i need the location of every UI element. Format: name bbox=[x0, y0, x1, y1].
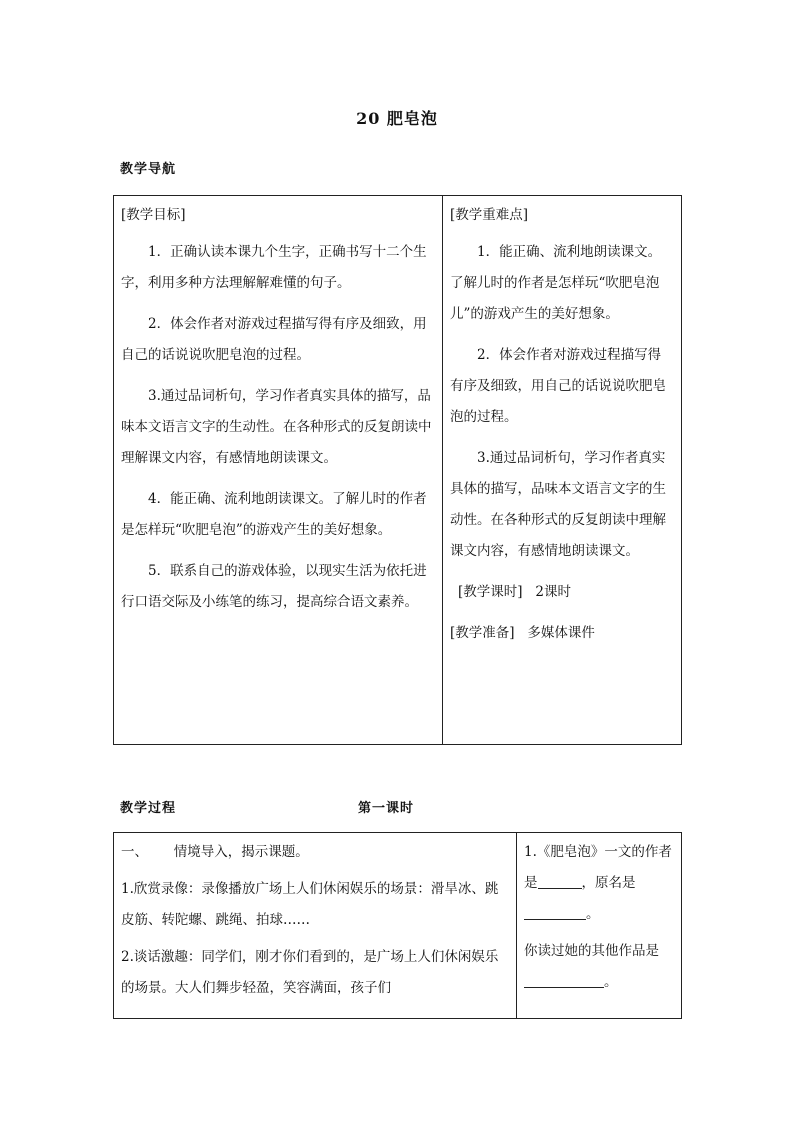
document-title: 20 肥皂泡 bbox=[356, 109, 438, 128]
teaching-process-table bbox=[113, 832, 682, 1019]
side-note-cell bbox=[517, 833, 682, 1019]
process-paragraph: 2.谈话激趣：同学们，刚才你们看到的，是广场上人们休闲娱乐的场景。大人们舞步轻盈，笑容满面，孩子们 bbox=[121, 949, 499, 996]
side-question-2: 你读过她的其他作品是。 bbox=[524, 943, 659, 990]
answer-blank[interactable] bbox=[524, 974, 604, 989]
class-hours-label: [教学课时] bbox=[458, 584, 523, 600]
teaching-prep bbox=[450, 618, 674, 649]
step-heading bbox=[121, 837, 509, 868]
goal-item: 2．体会作者对游戏过程描写得有序及细致，用自己的话说说吹肥皂泡的过程。 bbox=[121, 316, 427, 363]
goal-item: 3.通过品词析句，学习作者真实具体的描写，品味本文语言文字的生动性。在各种形式的反复朗读中理解课文内容，有感情地朗读课文。 bbox=[121, 388, 432, 466]
answer-blank[interactable] bbox=[538, 875, 582, 890]
lesson-label: 第一课时 bbox=[358, 801, 415, 816]
class-hours bbox=[450, 577, 674, 608]
goals-header: [教学目标] bbox=[121, 207, 186, 223]
goal-item: 5．联系自己的游戏体验，以现实生活为依托进行口语交际及小练笔的练习，提高综合语文素养。 bbox=[121, 563, 427, 610]
process-cell bbox=[114, 833, 517, 1019]
key-points-cell bbox=[443, 196, 682, 745]
teaching-navigation-table bbox=[113, 195, 682, 745]
key-point-item: 3.通过品词析句，学习作者真实具体的描写，品味本文语言文字的生动性。在各种形式的反复朗读中理解课文内容，有感情地朗读课文。 bbox=[450, 450, 666, 559]
answer-blank[interactable] bbox=[524, 906, 586, 921]
step-number: 一、 bbox=[121, 844, 148, 860]
step-title: 情境导入，揭示课题。 bbox=[173, 844, 309, 860]
process-section-label: 教学过程 bbox=[120, 801, 177, 816]
teaching-prep-value: 多媒体课件 bbox=[527, 625, 595, 641]
goal-item: 4．能正确、流利地朗读课文。了解儿时的作者是怎样玩“吹肥皂泡”的游戏产生的美好想象。 bbox=[121, 491, 427, 538]
class-hours-value: 2课时 bbox=[535, 584, 572, 600]
key-points-header: [教学重难点] bbox=[450, 207, 529, 223]
goals-cell bbox=[114, 196, 443, 745]
key-point-item: 2．体会作者对游戏过程描写得有序及细致，用自己的话说说吹肥皂泡的过程。 bbox=[450, 347, 666, 425]
teaching-prep-label: [教学准备] bbox=[450, 625, 515, 641]
key-point-item: 1．能正确、流利地朗读课文。了解儿时的作者是怎样玩“吹肥皂泡儿”的游戏产生的美好想象。 bbox=[450, 244, 662, 322]
goal-item: 1．正确认读本课九个生字，正确书写十二个生字，利用多种方法理解解难懂的句子。 bbox=[121, 244, 427, 291]
side-question-1: 1.《肥皂泡》一文的作者是 ，原名是。 bbox=[524, 844, 672, 922]
process-paragraph: 1.欣赏录像：录像播放广场上人们休闲娱乐的场景：滑旱冰、跳皮筋、转陀螺、跳绳、拍球…… bbox=[121, 881, 499, 928]
nav-section-label: 教学导航 bbox=[120, 162, 177, 177]
